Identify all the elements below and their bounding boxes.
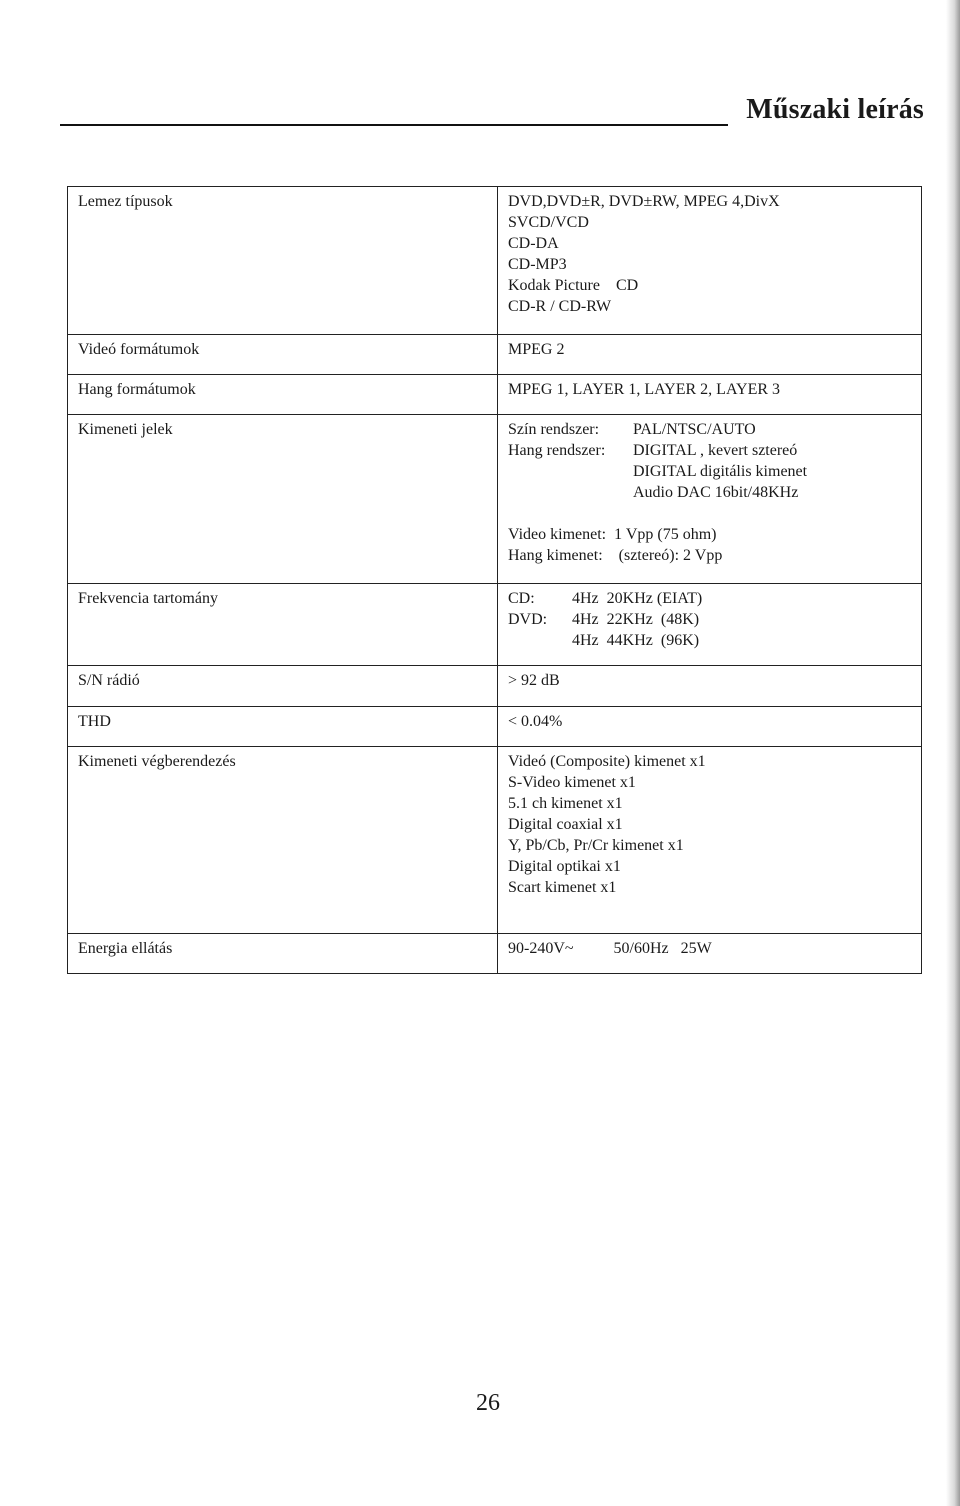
cd-label: CD: [508, 590, 535, 607]
value-line: 5.1 ch kimenet x1 [508, 795, 623, 812]
row-value [498, 707, 922, 747]
table-row-output-signals [68, 415, 922, 584]
cd-frequency-line [508, 588, 911, 609]
row-label: THD [68, 707, 498, 747]
row-label: Frekvencia tartomány [68, 584, 498, 666]
row-value [498, 747, 922, 934]
value-line: CD-R / CD-RW [508, 298, 612, 315]
value-line: Scart kimenet x1 [508, 879, 617, 896]
row-value [498, 335, 922, 375]
table-row-thd [68, 707, 922, 747]
value-line: Kodak Picture CD [508, 277, 639, 294]
row-label: Hang formátumok [68, 375, 498, 415]
value-line: MPEG 2 [508, 341, 565, 358]
audio-output-line: Hang kimenet: (sztereó): 2 Vpp [508, 547, 723, 564]
value-line: DVD,DVD±R, DVD±RW, MPEG 4,DivX [508, 193, 780, 210]
row-value [498, 934, 922, 974]
row-label: Kimeneti végberendezés [68, 747, 498, 934]
audio-system-label: Hang rendszer: [508, 442, 606, 459]
dvd-label: DVD: [508, 611, 548, 628]
dvd-frequency-line [508, 609, 911, 630]
row-value [498, 187, 922, 335]
row-label: Energia ellátás [68, 934, 498, 974]
table-row-disc-types [68, 187, 922, 335]
dvd-value: 4Hz 22KHz (48K) [572, 611, 700, 628]
cd-value: 4Hz 20KHz (EIAT) [572, 590, 703, 607]
value-line: > 92 dB [508, 672, 560, 689]
page-title: Műszaki leírás [746, 94, 924, 125]
audio-system-value: Audio DAC 16bit/48KHz [633, 484, 799, 501]
row-value [498, 666, 922, 707]
table-row-power-supply [68, 934, 922, 974]
row-label: Videó formátumok [68, 335, 498, 375]
row-label: Lemez típusok [68, 187, 498, 335]
value-line: Digital optikai x1 [508, 858, 621, 875]
spacer [508, 503, 911, 524]
video-output-line: Video kimenet: 1 Vpp (75 ohm) [508, 526, 717, 543]
row-value [498, 375, 922, 415]
row-value [498, 415, 922, 584]
value-line: SVCD/VCD [508, 214, 589, 231]
row-label: S/N rádió [68, 666, 498, 707]
value-line: Y, Pb/Cb, Pr/Cr kimenet x1 [508, 837, 684, 854]
value-line: MPEG 1, LAYER 1, LAYER 2, LAYER 3 [508, 381, 781, 398]
header-rule [60, 124, 728, 126]
row-value [498, 584, 922, 666]
value-line: CD-MP3 [508, 256, 567, 273]
value-line: < 0.04% [508, 713, 563, 730]
value-line: Videó (Composite) kimenet x1 [508, 753, 706, 770]
table-row-frequency-range [68, 584, 922, 666]
value-line: Digital coaxial x1 [508, 816, 623, 833]
value-line: CD-DA [508, 235, 559, 252]
color-system-value: PAL/NTSC/AUTO [633, 421, 756, 438]
value-line: S-Video kimenet x1 [508, 774, 636, 791]
scan-edge [946, 0, 960, 1506]
color-system-line [508, 419, 911, 440]
table-row-audio-formats [68, 375, 922, 415]
spec-table [67, 186, 922, 974]
audio-system-value: DIGITAL digitális kimenet [633, 463, 808, 480]
table-row-output-terminals [68, 747, 922, 934]
table-row-sn-ratio [68, 666, 922, 707]
audio-system-line [508, 440, 911, 461]
audio-system-value: DIGITAL , kevert sztereó [633, 442, 798, 459]
table-row-video-formats [68, 335, 922, 375]
value-line: 90-240V~ 50/60Hz 25W [508, 940, 712, 957]
row-label: Kimeneti jelek [68, 415, 498, 584]
dvd-value: 4Hz 44KHz (96K) [572, 632, 700, 649]
color-system-label: Szín rendszer: [508, 421, 600, 438]
page-number: 26 [476, 1390, 500, 1416]
